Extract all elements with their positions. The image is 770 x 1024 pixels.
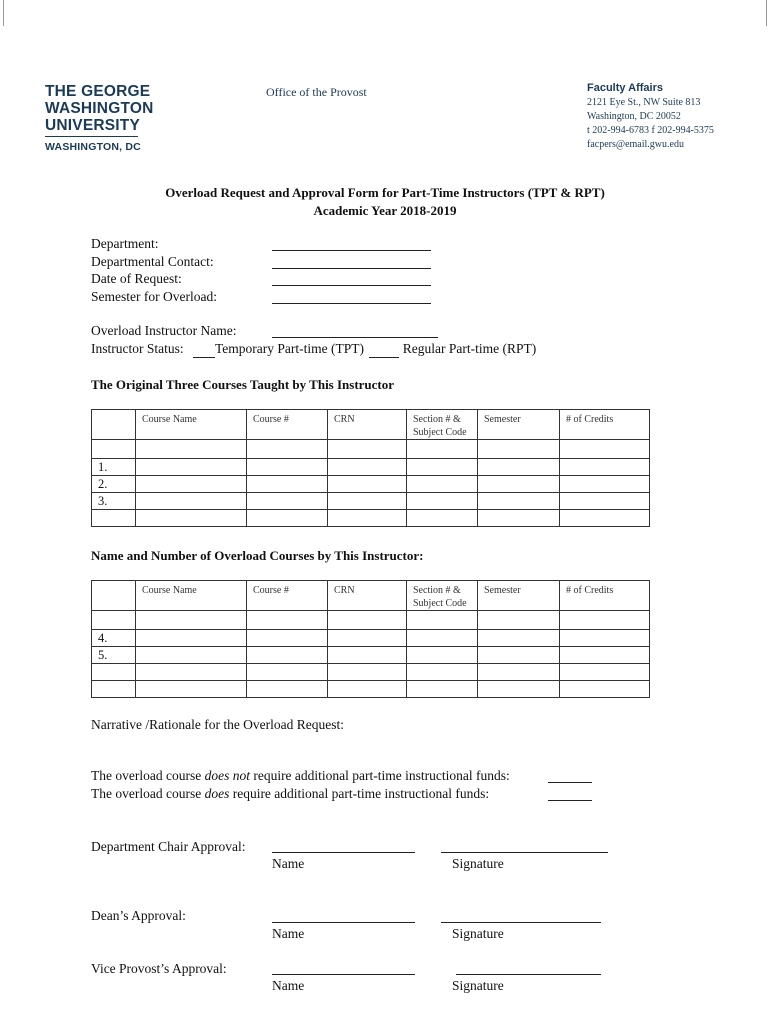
vice-provost-approval-label: Vice Provost’s Approval: bbox=[91, 961, 227, 976]
funds-text: The overload course bbox=[91, 786, 205, 801]
page-edge-mark bbox=[3, 0, 4, 26]
row-number: 1. bbox=[92, 459, 136, 476]
tpt-checkbox-line[interactable] bbox=[193, 341, 215, 358]
funds-not-required-field[interactable] bbox=[548, 782, 592, 783]
semester-field[interactable] bbox=[272, 303, 431, 304]
logo-line: THE GEORGE bbox=[45, 83, 151, 100]
funds-text: The overload course bbox=[91, 768, 205, 783]
table-row[interactable] bbox=[92, 493, 650, 510]
department-field[interactable] bbox=[272, 250, 431, 251]
row-number: 2. bbox=[92, 476, 136, 493]
status-rpt-label: Regular Part-time (RPT) bbox=[402, 341, 537, 356]
table2-heading: Name and Number of Overload Courses by This Instructor: bbox=[91, 548, 424, 563]
column-header: Section # & Subject Code bbox=[407, 410, 478, 440]
logo-line: WASHINGTON bbox=[45, 100, 154, 117]
table-row[interactable] bbox=[92, 476, 650, 493]
column-header: # of Credits bbox=[560, 410, 650, 440]
table-row[interactable] bbox=[92, 459, 650, 476]
status-tpt-label: Temporary Part-time (TPT) bbox=[215, 341, 365, 356]
row-number: 5. bbox=[92, 647, 136, 664]
chair-name-field[interactable] bbox=[272, 852, 415, 853]
table-row[interactable] bbox=[92, 510, 650, 527]
original-courses-table bbox=[91, 409, 650, 527]
date-label: Date of Request: bbox=[91, 271, 182, 286]
department-label: Department: bbox=[91, 236, 159, 251]
vice-provost-signature-field[interactable] bbox=[456, 974, 601, 975]
address-line: 2121 Eye St., NW Suite 813 bbox=[587, 97, 701, 108]
table-row[interactable] bbox=[92, 611, 650, 630]
overload-courses-table bbox=[91, 580, 650, 698]
signature-caption: Signature bbox=[452, 926, 504, 941]
signature-caption: Signature bbox=[452, 978, 504, 993]
vice-provost-name-field[interactable] bbox=[272, 974, 415, 975]
name-caption: Name bbox=[272, 978, 305, 993]
instructor-status-row bbox=[91, 341, 536, 358]
logo-line: UNIVERSITY bbox=[45, 117, 141, 134]
column-header: Course # bbox=[247, 581, 328, 611]
row-number: 4. bbox=[92, 630, 136, 647]
column-header: Course Name bbox=[136, 581, 247, 611]
column-header: Course # bbox=[247, 410, 328, 440]
column-header: Semester bbox=[478, 581, 560, 611]
chair-approval-label: Department Chair Approval: bbox=[91, 839, 246, 854]
phone-fax: t 202-994-6783 f 202-994-5375 bbox=[587, 125, 714, 136]
contact-field[interactable] bbox=[272, 268, 431, 269]
column-header: # of Credits bbox=[560, 581, 650, 611]
funds-not-required-line bbox=[91, 768, 510, 784]
table-row[interactable] bbox=[92, 630, 650, 647]
academic-year: Academic Year 2018-2019 bbox=[313, 203, 457, 218]
table1-heading: The Original Three Courses Taught by This Instructor bbox=[91, 377, 395, 392]
date-field[interactable] bbox=[272, 285, 431, 286]
name-caption: Name bbox=[272, 856, 305, 871]
column-header: CRN bbox=[328, 410, 407, 440]
column-header: CRN bbox=[328, 581, 407, 611]
funds-text: require additional part-time instructional funds: bbox=[229, 786, 490, 801]
column-header: Semester bbox=[478, 410, 560, 440]
table-row[interactable] bbox=[92, 647, 650, 664]
page-edge-mark bbox=[766, 0, 767, 26]
semester-label: Semester for Overload: bbox=[91, 289, 217, 304]
table-row[interactable] bbox=[92, 681, 650, 698]
instructor-name-label: Overload Instructor Name: bbox=[91, 323, 237, 338]
funds-text: require additional part-time instructional funds: bbox=[249, 768, 510, 783]
name-caption: Name bbox=[272, 926, 305, 941]
funds-emphasis: does not bbox=[204, 768, 250, 783]
dean-name-field[interactable] bbox=[272, 922, 415, 923]
dean-signature-field[interactable] bbox=[441, 922, 601, 923]
rpt-checkbox-line[interactable] bbox=[369, 341, 399, 358]
column-header: Course Name bbox=[136, 410, 247, 440]
form-title: Overload Request and Approval Form for Part-Time Instructors (TPT & RPT) bbox=[165, 185, 605, 200]
table-header-row bbox=[92, 410, 650, 440]
funds-required-field[interactable] bbox=[548, 800, 592, 801]
address-line: Washington, DC 20052 bbox=[587, 111, 681, 122]
narrative-label: Narrative /Rationale for the Overload Request: bbox=[91, 717, 345, 732]
logo-divider bbox=[45, 136, 138, 137]
funds-required-line bbox=[91, 786, 489, 802]
dean-approval-label: Dean’s Approval: bbox=[91, 908, 186, 923]
signature-caption: Signature bbox=[452, 856, 504, 871]
table-row[interactable] bbox=[92, 440, 650, 459]
funds-emphasis: does bbox=[204, 786, 230, 801]
office-label: Office of the Provost bbox=[266, 85, 367, 99]
chair-signature-field[interactable] bbox=[441, 852, 608, 853]
email-address: facpers@email.gwu.edu bbox=[587, 139, 684, 150]
department-label: Faculty Affairs bbox=[587, 82, 664, 94]
contact-label: Departmental Contact: bbox=[91, 254, 214, 269]
row-number: 3. bbox=[92, 493, 136, 510]
column-header: Section # & Subject Code bbox=[407, 581, 478, 611]
logo-location: WASHINGTON, DC bbox=[45, 141, 141, 153]
status-label: Instructor Status: bbox=[91, 341, 184, 356]
instructor-name-field[interactable] bbox=[272, 337, 438, 338]
table-header-row bbox=[92, 581, 650, 611]
table-row[interactable] bbox=[92, 664, 650, 681]
